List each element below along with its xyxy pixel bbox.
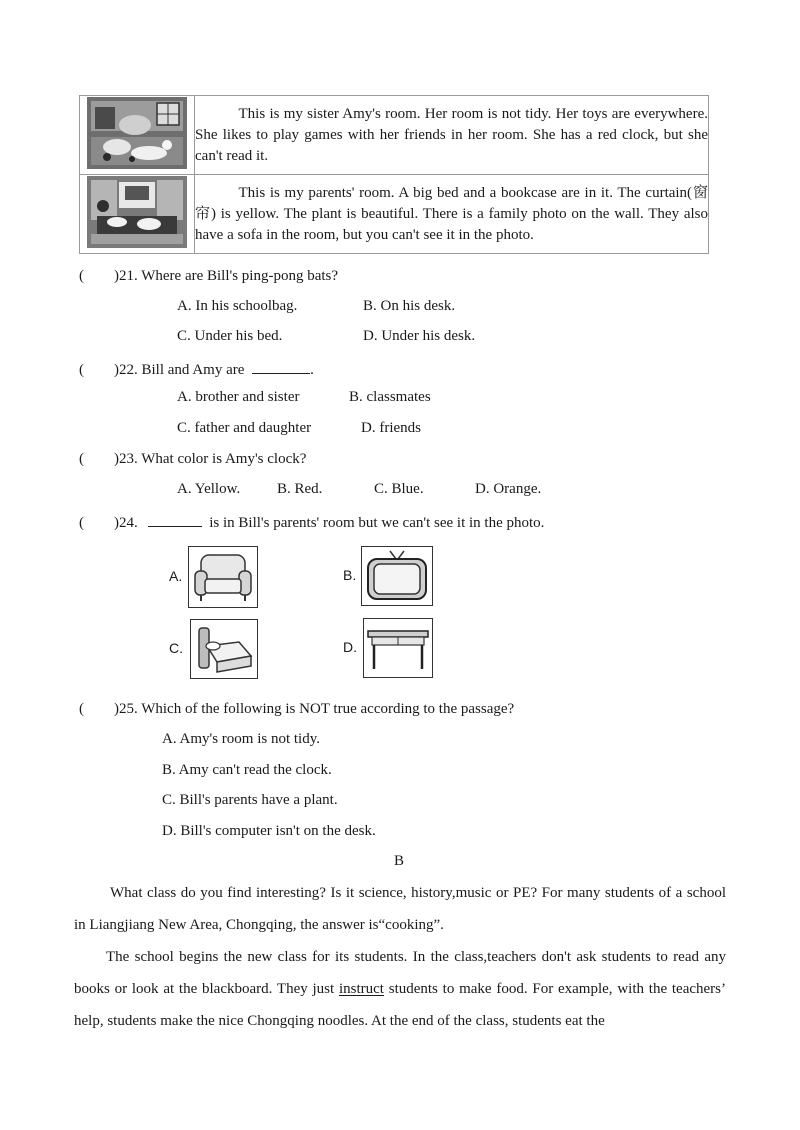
q25-option-d: D. Bill's computer isn't on the desk. (162, 823, 376, 839)
parents-room-photo-image (87, 176, 187, 248)
question-23 (79, 451, 306, 468)
q21-option-d: D. Under his desk. (363, 328, 476, 344)
passage-b-paragraph-2: The school begins the new class for its students. In the class,teachers don't ask students to read any books or look at the blackboard. They just instruct students to make food. For example, with the teachers’ help, students make the nice Chongqing noodles. At the end of the class, students eat the (74, 949, 726, 1029)
fill-in-blank[interactable] (148, 512, 202, 527)
q25-option-b: B. Amy can't read the clock. (162, 762, 332, 778)
q22-option-a: A. brother and sister (177, 389, 300, 405)
q23-option-a: A. Yellow. (177, 481, 241, 497)
q22-option-b: B. classmates (349, 389, 431, 405)
q25-option-a: A. Amy's room is not tidy. (162, 731, 320, 747)
q21-option-c: C. Under his bed. (177, 328, 283, 344)
question-stem: Bill and Amy are (141, 362, 245, 378)
q23-option-c: C. Blue. (374, 481, 424, 497)
question-number: )23. (114, 451, 138, 467)
table-row (80, 96, 709, 175)
q24-option-c-letter: C. (169, 640, 183, 656)
answer-paren-open: ( (79, 451, 84, 467)
question-stem: is in Bill's parents' room but we can't see it in the photo. (209, 515, 545, 531)
section-heading: B (394, 853, 405, 869)
question-24 (79, 512, 544, 532)
bed-icon[interactable] (190, 619, 258, 679)
armchair-icon[interactable] (188, 546, 258, 608)
amy-room-description: This is my sister Amy's room. Her room is not tidy. Her toys are everywhere. She likes to play games with her friends in her room. She has a red clock, but she can't read it. (195, 96, 709, 175)
q21-option-a: A. In his schoolbag. (177, 298, 298, 314)
passage-a-table (79, 95, 709, 254)
desk-icon[interactable] (363, 618, 433, 678)
parents-room-photo (80, 175, 195, 254)
q23-option-b: B. Red. (277, 481, 323, 497)
fill-in-blank[interactable] (252, 359, 310, 374)
television-icon[interactable] (361, 546, 433, 606)
amy-room-photo (80, 96, 195, 175)
answer-paren-open: ( (79, 362, 84, 378)
question-number: )21. (114, 268, 138, 284)
answer-paren-open: ( (79, 268, 84, 284)
amy-room-photo-image (87, 97, 187, 169)
question-25 (79, 701, 514, 718)
underlined-word: instruct (338, 981, 384, 997)
table-row (80, 175, 709, 254)
question-stem: Where are Bill's ping-pong bats? (141, 268, 339, 284)
q22-option-d: D. friends (361, 420, 421, 436)
q24-option-d-letter: D. (343, 639, 357, 655)
parents-room-description: This is my parents' room. A big bed and a bookcase are in it. The curtain(窗帘) is yellow. The plant is beautiful. There is a family photo on the wall. They also have a sofa in the room, but you can't see it in the photo. (195, 175, 709, 254)
passage-b-paragraph-1: What class do you find interesting? Is it science, history,music or PE? For many students of a school in Liangjiang New Area, Chongqing, the answer is“cooking”. (74, 885, 726, 933)
q23-option-d: D. Orange. (475, 481, 542, 497)
answer-paren-open: ( (79, 515, 84, 531)
question-stem: What color is Amy's clock? (141, 451, 307, 467)
question-stem: Which of the following is NOT true according to the passage? (141, 701, 515, 717)
q22-option-c: C. father and daughter (177, 420, 312, 436)
question-number: )25. (114, 701, 138, 717)
question-21 (79, 268, 338, 285)
question-22: ( )22. Bill and Amy are . (79, 359, 314, 379)
question-number: )22. (114, 362, 138, 378)
q25-option-c: C. Bill's parents have a plant. (162, 792, 338, 808)
q24-option-b-letter: B. (343, 567, 357, 583)
q24-option-a-letter: A. (169, 568, 183, 584)
question-number: )24. (114, 515, 138, 531)
q21-option-b: B. On his desk. (363, 298, 456, 314)
answer-paren-open: ( (79, 701, 84, 717)
